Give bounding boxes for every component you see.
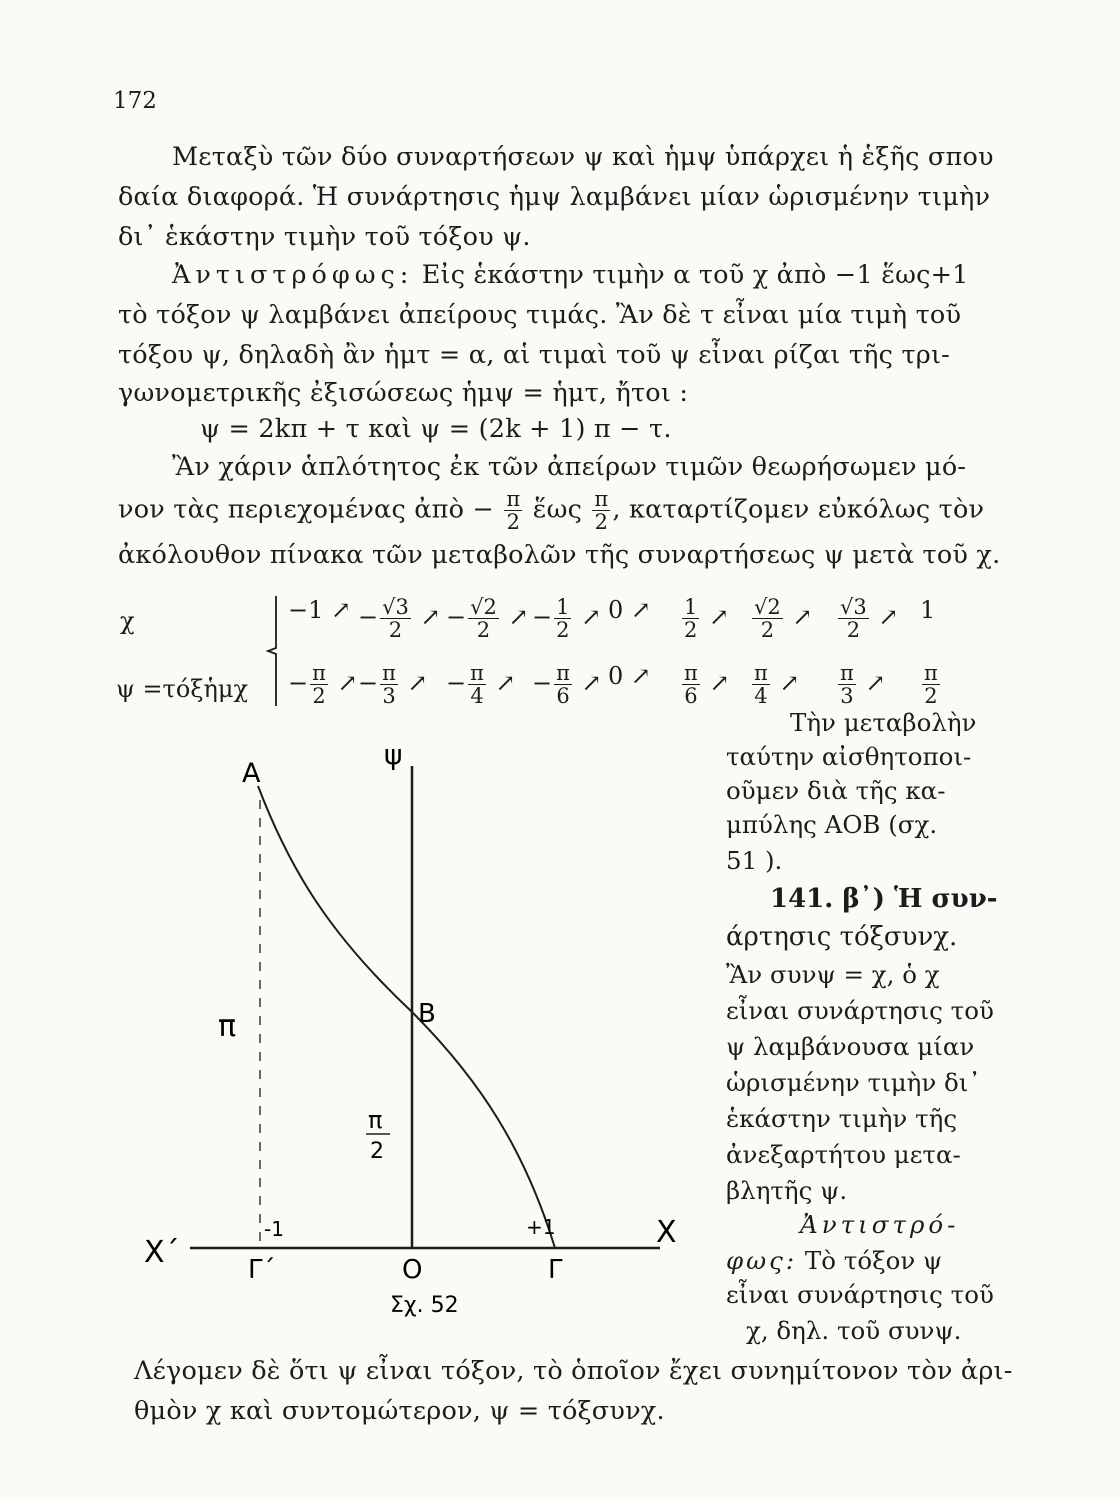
label-Gamma-prime: Γ΄	[248, 1255, 276, 1285]
x-value: $\frac{√2}{2}$ ↗	[754, 595, 813, 643]
paragraph-2-line-4: γωνομετρικῆς ἐξισώσεως ἡμψ = ἡμτ, ἤτοι :	[118, 378, 689, 408]
label-pi-half-den: 2	[370, 1139, 384, 1164]
bottom-line-2: θμὸν χ καὶ συντομώτερον, ψ = τόξσυνχ.	[134, 1396, 665, 1426]
increase-arrow-icon: ↗	[623, 662, 652, 690]
section-text-line-5: ἑκάστην τιμὴν τῆς	[726, 1104, 958, 1133]
increase-arrow-icon: ↗	[323, 596, 352, 624]
increase-arrow-icon: ↗	[412, 603, 441, 632]
paragraph-2-line-1-rest: Εἰς ἑκάστην τιμὴν α τοῦ χ ἀπὸ −1 ἕως+1	[421, 260, 969, 290]
section-text-line-2: εἶναι συνάρτησις τοῦ	[726, 996, 994, 1025]
paragraph-3-line-2-b: ἕως	[532, 494, 583, 525]
label-Gamma: Γ	[548, 1255, 563, 1285]
x-value: 0 ↗	[608, 596, 652, 624]
side-text-line-4: μπύλης ΑΟΒ (σχ.	[726, 810, 938, 839]
section-title-line-2: άρτησις τόξσυνχ.	[726, 922, 958, 952]
increase-arrow-icon: ↗	[573, 603, 602, 632]
paragraph-2-line-2: τὸ τόξον ψ λαμβάνει ἀπείρους τιμάς. Ἂν δὲ τ εἶναι μία τιμὴ τοῦ	[118, 300, 962, 330]
paragraph-1-line-1: Μεταξὺ τῶν δύο συναρτήσεων ψ καὶ ἡμψ ὑπάρχει ἡ ἑξῆς σπου	[172, 142, 994, 172]
side-text-line-1: Τὴν μεταβολὴν	[790, 708, 977, 737]
paragraph-1-line-3: δι᾽ ἑκάστην τιμὴν τοῦ τόξου ψ.	[118, 222, 531, 252]
section-text-line-7: βλητῆς ψ.	[726, 1176, 848, 1205]
paragraph-3-line-3: ἀκόλουθον πίνακα τῶν μεταβολῶν τῆς συναρτήσεως ψ μετὰ τοῦ χ.	[118, 540, 1001, 570]
x-value: 1	[920, 596, 936, 624]
increase-arrow-icon: ↗	[784, 603, 813, 632]
psi-value: − $\frac{\pi}{4}$ ↗	[446, 661, 516, 709]
figure-caption: Σχ. 52	[390, 1293, 459, 1318]
x-value: − $\frac{1}{2}$ ↗	[532, 595, 602, 643]
psi-value: $\frac{\pi}{2}$	[924, 661, 938, 709]
increase-arrow-icon: ↗	[771, 669, 800, 698]
x-value: −1 ↗	[288, 596, 352, 624]
x-value: $\frac{√3}{2}$ ↗	[840, 595, 899, 643]
increase-arrow-icon: ↗	[701, 603, 730, 632]
fraction-numerator: π	[506, 487, 521, 511]
fraction-denominator: 2	[594, 510, 609, 535]
section-text-line-3: ψ λαμβάνουσα μίαν	[726, 1032, 975, 1061]
x-value: $\frac{1}{2}$ ↗	[684, 595, 730, 643]
label-psi: ψ	[384, 738, 403, 771]
side-text-line-2: ταύτην αἰσθητοποι-	[726, 742, 972, 771]
increase-arrow-icon: ↗	[487, 669, 516, 698]
antistrofos-2-label: φως:	[726, 1246, 798, 1275]
section-text-line-1: Ἂν συνψ = χ, ὁ χ	[726, 960, 940, 989]
figure-52	[140, 730, 720, 1330]
psi-value: − $\frac{\pi}{2}$ ↗	[288, 661, 358, 709]
psi-value: $\frac{\pi}{3}$ ↗	[840, 661, 886, 709]
side-text-line-5: 51 ).	[726, 846, 783, 875]
psi-value: − $\frac{\pi}{3}$ ↗	[358, 661, 428, 709]
psi-value: $\frac{\pi}{4}$ ↗	[754, 661, 800, 709]
section-number: 141.	[770, 884, 834, 914]
label-pi-half-num: π	[368, 1106, 383, 1134]
label-X: Χ	[656, 1215, 677, 1250]
increase-arrow-icon: ↗	[870, 603, 899, 632]
label-X-prime: Χ΄	[144, 1235, 180, 1270]
increase-arrow-icon: ↗	[329, 669, 358, 698]
row-x-label: χ	[120, 607, 135, 635]
label-A: Α	[242, 758, 261, 789]
page-number: 172	[113, 88, 157, 114]
psi-value: − $\frac{\pi}{6}$ ↗	[532, 661, 602, 709]
label-pi: π	[218, 1009, 237, 1044]
increase-arrow-icon: ↗	[573, 669, 602, 698]
psi-value: 0 ↗	[608, 662, 652, 690]
row-psi-label: ψ =τόξἡμχ	[116, 675, 249, 703]
antistrofos-2-line-1: Ἀντιστρό-	[800, 1210, 960, 1239]
antistrofos-2-line-2-rest: Τὸ τόξον ψ	[804, 1246, 943, 1275]
section-title-line-1: β᾽) Ἡ συν-	[842, 884, 998, 914]
side-text-line-3: οῦμεν διὰ τῆς κα-	[726, 776, 946, 805]
paragraph-3-line-1: Ἂν χάριν ἁπλότητος ἐκ τῶν ἀπείρων τιμῶν θεωρήσωμεν μό-	[172, 452, 967, 482]
antistrofos-2-line-3: εἶναι συνάρτησις τοῦ	[726, 1280, 994, 1309]
label-minus-1: -1	[264, 1217, 284, 1241]
curve-AOB	[258, 786, 555, 1248]
paragraph-1-line-2: δαία διαφορά. Ἡ συνάρτησις ἡμψ λαμβάνει μίαν ὡρισμένην τιμὴν	[118, 182, 991, 212]
increase-arrow-icon: ↗	[701, 669, 730, 698]
section-text-line-6: ἀνεξαρτήτου μετα-	[726, 1140, 961, 1169]
x-value: − $\frac{√2}{2}$ ↗	[446, 595, 529, 643]
increase-arrow-icon: ↗	[500, 603, 529, 632]
bottom-line-1: Λέγομεν δὲ ὅτι ψ εἶναι τόξον, τὸ ὁποῖον ἔχει συνημίτονον τὸν ἀρι-	[134, 1356, 1013, 1386]
fraction-numerator: π	[594, 487, 609, 511]
label-O: Ο	[402, 1255, 423, 1285]
antistrofos-2-line-4: χ, δηλ. τοῦ συνψ.	[746, 1316, 962, 1345]
section-heading	[770, 884, 998, 914]
increase-arrow-icon: ↗	[399, 669, 428, 698]
increase-arrow-icon: ↗	[857, 669, 886, 698]
section-text-line-4: ὡρισμένην τιμὴν δι᾽	[726, 1068, 981, 1097]
increase-arrow-icon: ↗	[623, 596, 652, 624]
x-value: − $\frac{√3}{2}$ ↗	[358, 595, 441, 643]
fraction-denominator: 2	[506, 510, 521, 535]
antistrofos-label: Ἀντιστρόφως:	[172, 260, 414, 290]
paragraph-2-line-3: τόξου ψ, δηλαδὴ ἂν ἡμτ = α, αἱ τιμαὶ τοῦ ψ εἶναι ρίζαι τῆς τρι-	[118, 340, 950, 370]
formula: ψ = 2kπ + τ καὶ ψ = (2k + 1) π − τ.	[200, 414, 672, 444]
paragraph-3-line-2-c: , καταρτίζομεν εὐκόλως τὸν	[612, 494, 985, 525]
paragraph-3-line-2-a: νον τὰς περιεχομένας ἀπὸ −	[118, 494, 495, 525]
antistrofos-2-line-2	[726, 1246, 942, 1275]
psi-value: $\frac{\pi}{6}$ ↗	[684, 661, 730, 709]
variation-table	[0, 0, 1120, 720]
label-plus-1: +1	[526, 1215, 556, 1239]
table-brace	[262, 594, 290, 708]
label-B: Β	[418, 999, 436, 1029]
